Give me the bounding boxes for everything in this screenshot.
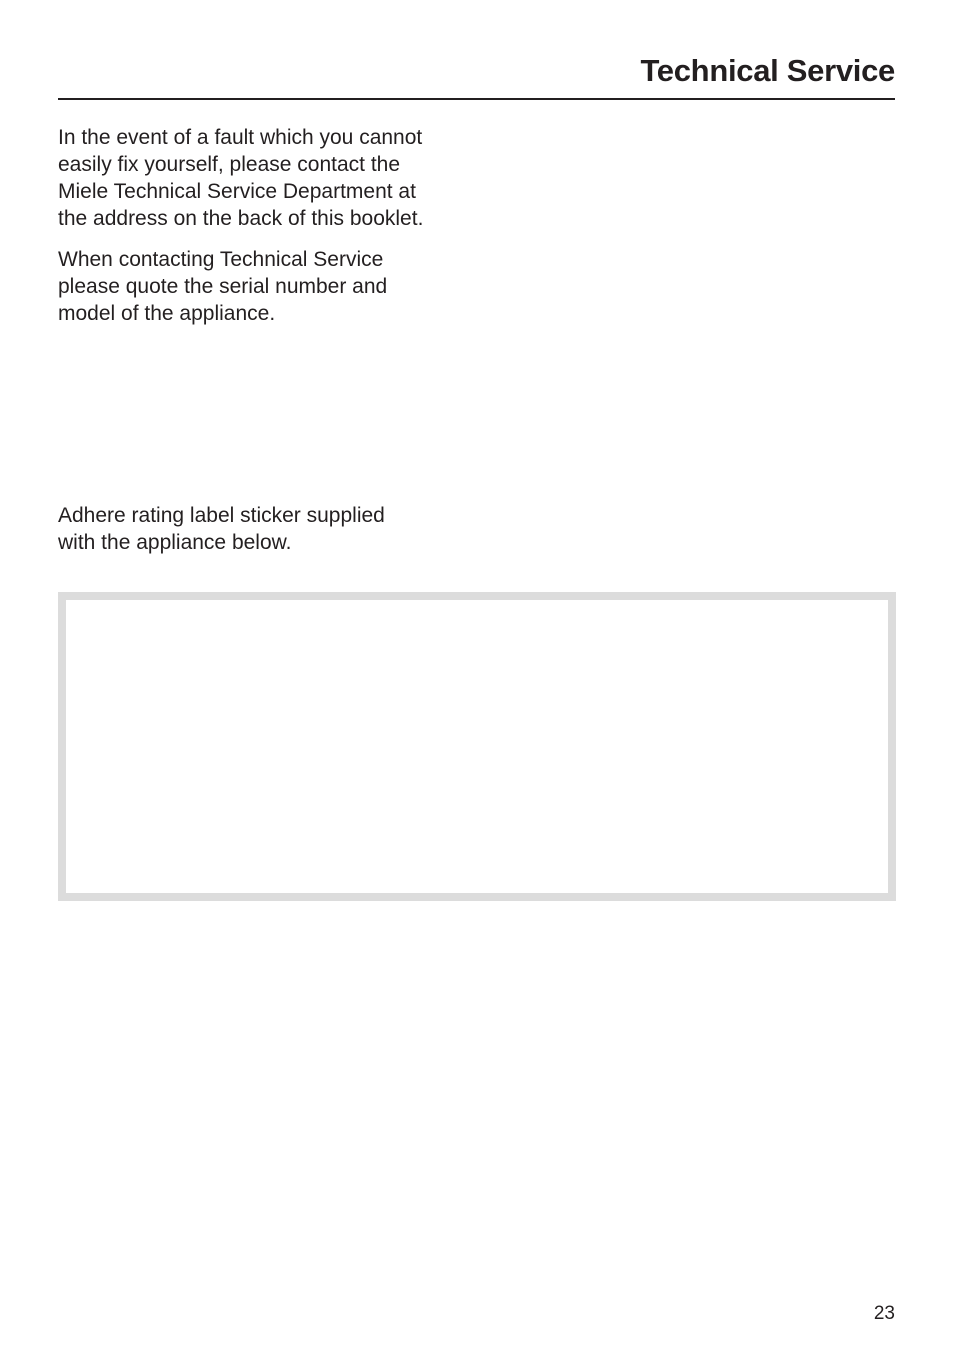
rating-label-instruction: Adhere rating label sticker supplied with the appliance below. [58, 504, 385, 554]
rating-label-sticker-area [58, 592, 896, 901]
page-number: 23 [873, 1303, 895, 1324]
serial-number-paragraph: When contacting Technical Service please quote the serial number and model of the appliance. [58, 248, 388, 325]
fault-contact-paragraph: In the event of a fault which you cannot easily fix yourself, please contact the Miele Technical Service Department at the address on the back of this booklet. [58, 126, 424, 230]
title-divider [58, 98, 895, 100]
page-title: Technical Service [640, 53, 895, 88]
